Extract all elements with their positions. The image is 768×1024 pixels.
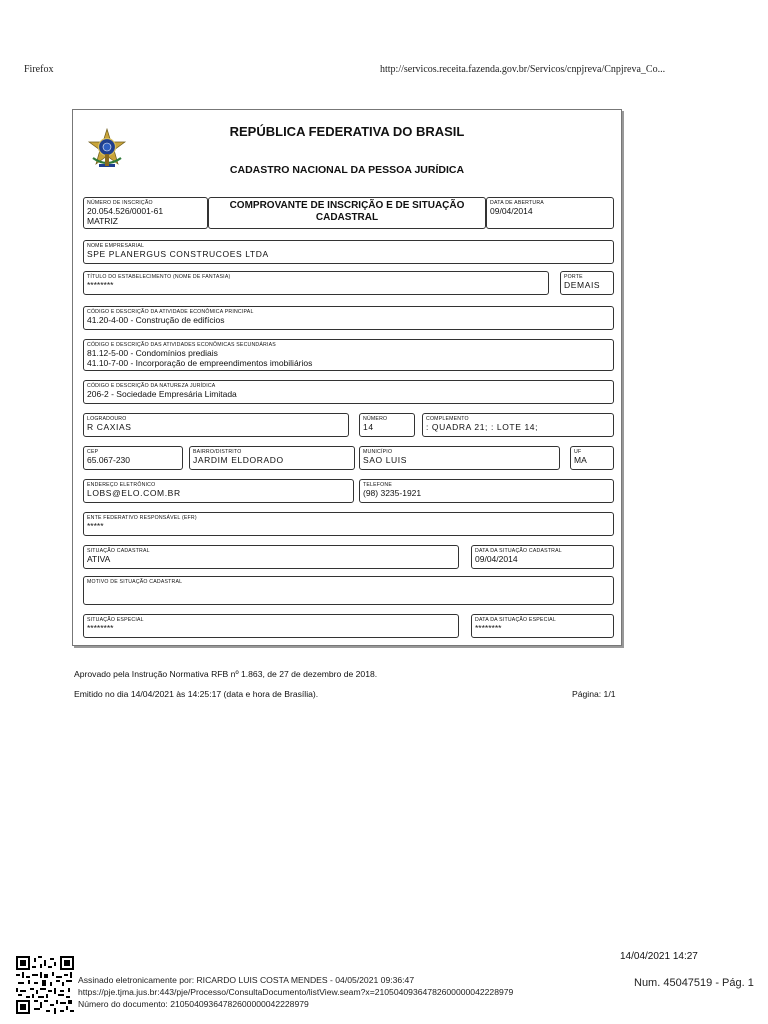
secondary-activity-1: 81.12-5-00 - Condomínios prediais [87, 348, 218, 358]
cep-value: 65.067-230 [87, 455, 131, 465]
special-status-date-box [471, 614, 614, 638]
email-box [83, 479, 354, 503]
opening-date-label: DATA DE ABERTURA [490, 200, 544, 206]
legal-nature-label: CÓDIGO E DESCRIÇÃO DA NATUREZA JURÍDICA [87, 383, 216, 389]
legal-nature-box [83, 380, 614, 404]
district-label: BAIRRO/DISTRITO [193, 449, 242, 455]
trade-name-value: ******** [87, 280, 114, 290]
page-number-stamp: Num. 45047519 - Pág. 1 [634, 977, 754, 989]
status-date-label: DATA DA SITUAÇÃO CADASTRAL [475, 548, 562, 554]
special-status-date-value: ******** [475, 623, 502, 633]
status-date-value: 09/04/2014 [475, 554, 518, 564]
status-box [83, 545, 459, 569]
city-value: SAO LUIS [363, 455, 408, 465]
email-label: ENDEREÇO ELETRÔNICO [87, 482, 156, 488]
browser-url[interactable]: http://servicos.receita.fazenda.gov.br/Servicos/cnpjreva/Cnpjreva_Co... [380, 64, 666, 75]
special-status-box [83, 614, 459, 638]
district-box [189, 446, 355, 470]
business-name-value: SPE PLANERGUS CONSTRUCOES LTDA [87, 249, 269, 259]
number-box [359, 413, 415, 437]
size-label: PORTE [564, 274, 583, 280]
city-box [359, 446, 560, 470]
phone-value: (98) 3235-1921 [363, 488, 422, 498]
complement-value: : QUADRA 21; : LOTE 14; [426, 422, 539, 432]
browser-name: Firefox [24, 64, 54, 75]
email-value: LOBS@ELO.COM.BR [87, 488, 181, 498]
cnpj-certificate [72, 109, 622, 646]
registry-title: CADASTRO NACIONAL DA PESSOA JURÍDICA [229, 164, 465, 176]
main-activity-value: 41.20-4-00 - Construção de edifícios [87, 315, 225, 325]
complement-box [422, 413, 614, 437]
uf-label: UF [574, 449, 582, 455]
complement-label: COMPLEMENTO [426, 416, 469, 422]
status-reason-label: MOTIVO DE SITUAÇÃO CADASTRAL [87, 579, 183, 585]
uf-value: MA [574, 455, 587, 465]
status-value: ATIVA [87, 554, 111, 564]
secondary-activities-box [83, 339, 614, 371]
page-indicator: Página: 1/1 [572, 689, 616, 699]
opening-date-value: 09/04/2014 [490, 206, 533, 216]
footer-datetime: 14/04/2021 14:27 [620, 951, 698, 962]
inscription-label: NÚMERO DE INSCRIÇÃO [87, 200, 153, 206]
secondary-activities-label: CÓDIGO E DESCRIÇÃO DAS ATIVIDADES ECONÔMICAS SECUNDÁRIAS [87, 342, 276, 348]
main-activity-label: CÓDIGO E DESCRIÇÃO DA ATIVIDADE ECONÔMICA PRINCIPAL [87, 309, 254, 315]
uf-box [570, 446, 614, 470]
business-name-label: NOME EMPRESARIAL [87, 243, 145, 249]
qr-code-icon [16, 956, 74, 1014]
street-label: LOGRADOURO [87, 416, 127, 422]
status-date-box [471, 545, 614, 569]
inscription-number-box [83, 197, 208, 229]
size-value: DEMAIS [564, 280, 601, 290]
city-label: MUNICÍPIO [363, 449, 393, 455]
district-value: JARDIM ELDORADO [193, 455, 284, 465]
trade-name-label: TÍTULO DO ESTABELECIMENTO (NOME DE FANTASIA) [87, 274, 231, 280]
signed-by: Assinado eletronicamente por: RICARDO LUIS COSTA MENDES - 04/05/2021 09:36:47 [78, 975, 415, 985]
document-link[interactable]: https://pje.tjma.jus.br:443/pje/Processo/ConsultaDocumento/listView.seam?x=21050409364782600000042228979 [78, 987, 514, 997]
efr-value: ***** [87, 521, 104, 531]
proof-title: COMPROVANTE DE INSCRIÇÃO E DE SITUAÇÃO CADASTRAL [229, 200, 465, 223]
number-label: NÚMERO [363, 416, 388, 422]
street-box [83, 413, 349, 437]
legal-nature-value: 206-2 - Sociedade Empresária Limitada [87, 389, 237, 399]
proof-title-box [208, 197, 486, 229]
approval-note: Aprovado pela Instrução Normativa RFB nº 1.863, de 27 de dezembro de 2018. [74, 669, 378, 679]
inscription-type: MATRIZ [87, 216, 119, 226]
size-box [560, 271, 614, 295]
number-value: 14 [363, 422, 374, 432]
efr-label: ENTE FEDERATIVO RESPONSÁVEL (EFR) [87, 515, 197, 521]
efr-box [83, 512, 614, 536]
country-title: REPÚBLICA FEDERATIVA DO BRASIL [229, 124, 465, 139]
special-status-date-label: DATA DA SITUAÇÃO ESPECIAL [475, 617, 556, 623]
phone-label: TELEFONE [363, 482, 392, 488]
phone-box [359, 479, 614, 503]
trade-name-box [83, 271, 549, 295]
cep-label: CEP [87, 449, 99, 455]
business-name-box [83, 240, 614, 264]
issued-note: Emitido no dia 14/04/2021 às 14:25:17 (data e hora de Brasília). [74, 689, 319, 699]
special-status-value: ******** [87, 623, 114, 633]
street-value: R CAXIAS [87, 422, 132, 432]
opening-date-box [486, 197, 614, 229]
status-reason-box [83, 576, 614, 605]
document-number: Número do documento: 21050409364782600000042228979 [78, 999, 309, 1009]
secondary-activity-2: 41.10-7-00 - Incorporação de empreendimentos imobiliários [87, 358, 313, 368]
status-label: SITUAÇÃO CADASTRAL [87, 548, 150, 554]
main-activity-box [83, 306, 614, 330]
special-status-label: SITUAÇÃO ESPECIAL [87, 617, 144, 623]
inscription-number: 20.054.526/0001-61 [87, 206, 164, 216]
cep-box [83, 446, 183, 470]
